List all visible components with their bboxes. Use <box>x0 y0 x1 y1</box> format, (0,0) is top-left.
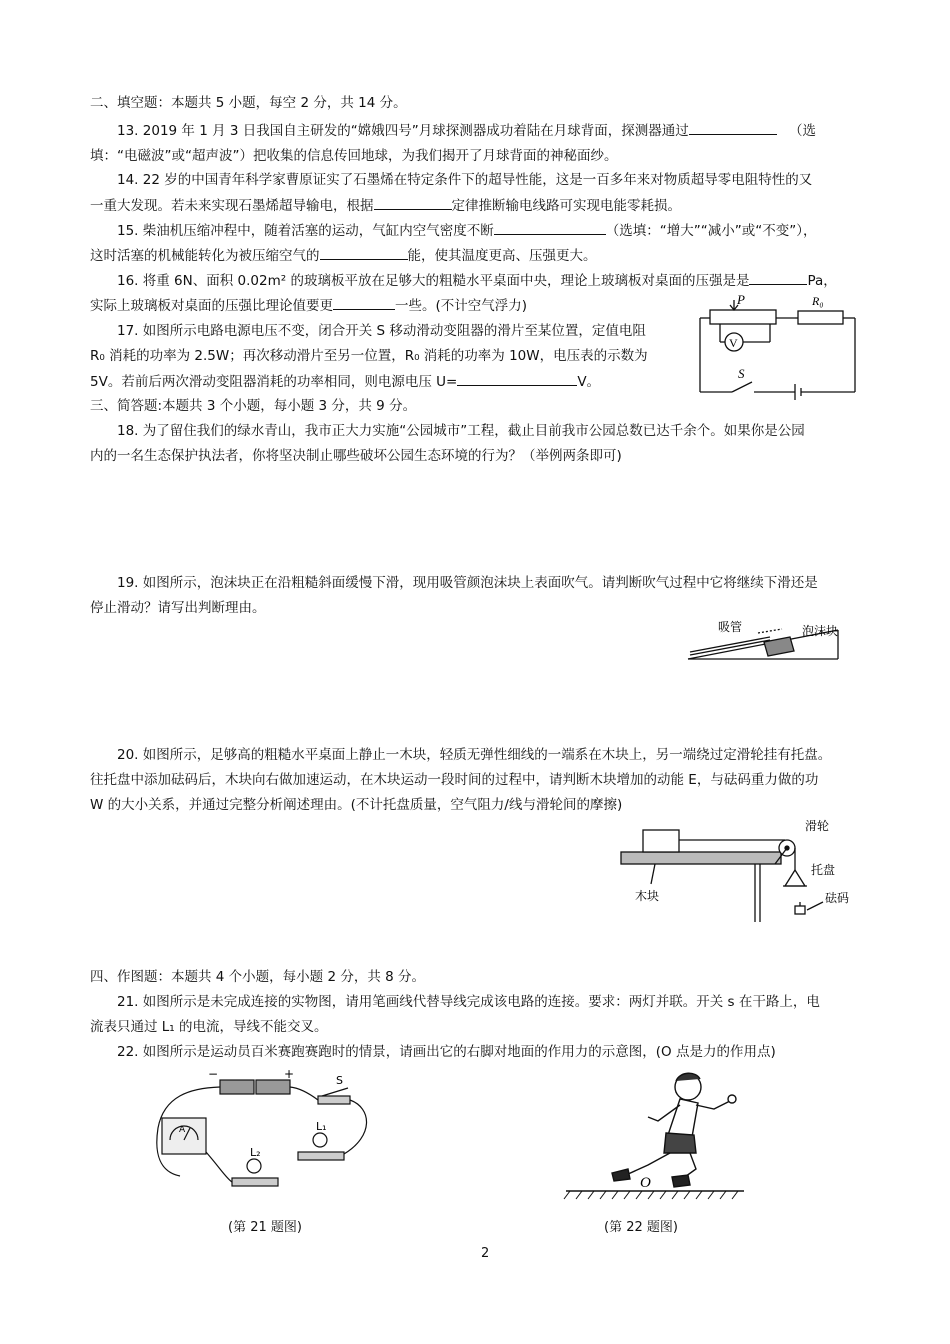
fig22-O-label: O <box>640 1175 651 1191</box>
q17-text-c: 5V。若前后两次滑动变阻器消耗的功率相同，则电源电压 U= <box>90 374 458 390</box>
q16-text-a: 16. 将重 6N、面积 0.02m² 的玻璃板平放在足够大的粗糙水平桌面中央，理论上玻璃板对桌面的压强是是 <box>117 273 750 289</box>
q14-text-b: 一重大发现。若未来实现石墨烯超导输电，根据 <box>90 198 374 214</box>
q21-line1: 21. 如图所示是未完成连接的实物图，请用笔画线代替导线完成该电路的连接。要求：两灯并联。开关 s 在干路上，电 <box>117 994 820 1010</box>
q13-text-b: （选 <box>789 123 817 139</box>
q20-label-weight: 砝码 <box>825 891 850 905</box>
q19-incline-figure <box>682 615 852 665</box>
q15-text-a: 15. 柴油机压缩冲程中，随着活塞的运动，气缸内空气密度不断 <box>117 223 494 239</box>
q17-blank[interactable] <box>457 371 577 386</box>
q15-text-d: 能，使其温度更高、压强更大。 <box>407 248 597 264</box>
q16-line1 <box>117 270 837 291</box>
q20-line2: 往托盘中添加砝码后，木块向右做加速运动，在木块运动一段时间的过程中，请判断木块增加的动能 E，与砝码重力做的功 <box>90 772 819 788</box>
q18-line2: 内的一名生态保护执法者，你将坚决制止哪些破坏公园生态环境的行为？（举例两条即可) <box>90 448 622 464</box>
fig21-L1-label: L₁ <box>316 1120 327 1133</box>
q13-line1 <box>117 120 816 141</box>
fig21-S-label: S <box>336 1074 343 1087</box>
circuit-label-S: S <box>738 366 745 381</box>
q19-label-foam: 泡沫块 <box>802 624 839 638</box>
fig21-plus-label: + <box>284 1068 295 1081</box>
q19-label-straw: 吸管 <box>718 620 743 634</box>
q16-blank-2[interactable] <box>333 295 395 310</box>
q13-line2: 填：“电磁波”或“超声波”）把收集的信息传回地球，为我们揭开了月球背面的神秘面纱。 <box>90 148 618 164</box>
q21-line2: 流表只通过 L₁ 的电流，导线不能交叉。 <box>90 1019 328 1035</box>
q16-text-d: 一些。(不计空气浮力) <box>395 298 528 314</box>
q19-line1: 19. 如图所示，泡沫块正在沿粗糙斜面缓慢下滑，现用吸管颜泡沫块上表面吹气。请判断吹气过程中它将继续下滑还是 <box>117 575 818 591</box>
page-number: 2 <box>481 1246 490 1261</box>
section3-heading: 三、简答题:本题共 3 个小题，每小题 3 分，共 9 分。 <box>90 398 417 414</box>
fig21-A-label: A <box>179 1125 186 1135</box>
q22-runner-figure <box>560 1065 750 1205</box>
q20-label-pulley: 滑轮 <box>805 819 830 833</box>
fig21-minus-label: − <box>208 1068 219 1081</box>
fig21-caption: (第 21 题图) <box>228 1220 302 1235</box>
q22-line1: 22. 如图所示是运动员百米赛跑赛跑时的情景，请画出它的右脚对地面的作用力的示意图，(O 点是力的作用点) <box>117 1044 776 1060</box>
q16-blank-1[interactable] <box>749 270 807 285</box>
q17-text-d: V。 <box>577 374 601 390</box>
circuit-label-V: V <box>729 336 738 350</box>
q14-blank[interactable] <box>374 195 452 210</box>
q18-line1: 18. 为了留住我们的绿水青山，我市正大力实施“公园城市”工程，截止目前我市公园总数已达千余个。如果你是公园 <box>117 423 805 439</box>
q14-text-c: 定律推断输电线路可实现电能零耗损。 <box>451 198 681 214</box>
q14-line2 <box>90 195 681 216</box>
q13-text-a: 13. 2019 年 1 月 3 日我国自主研发的“嫦娥四号”月球探测器成功着陆在月球背面，探测器通过 <box>117 123 689 139</box>
q17-line1: 17. 如图所示电路电源电压不变，闭合开关 S 移动滑动变阻器的滑片至某位置，定值电阻 <box>117 323 646 339</box>
q20-table-pulley-figure <box>615 810 855 925</box>
q21-components-figure <box>150 1068 380 1203</box>
q20-line3: W 的大小关系，并通过完整分析阐述理由。(不计托盘质量，空气阻力/线与滑轮间的摩擦) <box>90 797 623 813</box>
q19-line2: 停止滑动？请写出判断理由。 <box>90 600 266 616</box>
q14-line1: 14. 22 岁的中国青年科学家曹原证实了石墨烯在特定条件下的超导性能，这是一百多年来对物质超导零电阻特性的又 <box>117 172 813 188</box>
q15-text-b: （选填：“增大”“减小”或“不变”）， <box>605 223 817 239</box>
fig21-L2-label: L₂ <box>250 1146 261 1159</box>
q15-blank-1[interactable] <box>494 220 606 235</box>
q13-blank[interactable] <box>689 120 777 135</box>
circuit-label-P: P <box>737 292 745 307</box>
q16-text-c: 实际上玻璃板对桌面的压强比理论值要更 <box>90 298 333 314</box>
q17-line2: R₀ 消耗的功率为 2.5W；再次移动滑片至另一位置，R₀ 消耗的功率为 10W，电压表的示数为 <box>90 348 648 364</box>
q17-circuit-figure <box>690 290 865 400</box>
q15-blank-2[interactable] <box>320 245 408 260</box>
q20-label-block: 木块 <box>635 889 660 903</box>
q16-text-b: Pa， <box>807 273 837 289</box>
q15-text-c: 这时活塞的机械能转化为被压缩空气的 <box>90 248 320 264</box>
q20-label-tray: 托盘 <box>811 863 836 877</box>
section4-heading: 四、作图题：本题共 4 个小题，每小题 2 分，共 8 分。 <box>90 969 426 985</box>
q15-line1 <box>117 220 816 241</box>
q15-line2 <box>90 245 597 266</box>
q17-line3 <box>90 371 600 392</box>
fig22-caption: (第 22 题图) <box>604 1220 678 1235</box>
circuit-label-R0: R₀ <box>812 294 824 308</box>
section2-heading: 二、填空题：本题共 5 小题，每空 2 分，共 14 分。 <box>90 95 407 111</box>
q16-line2 <box>90 295 527 316</box>
q20-line1: 20. 如图所示，足够高的粗糙水平桌面上静止一木块，轻质无弹性细线的一端系在木块上，另一端绕过定滑轮挂有托盘。 <box>117 747 832 763</box>
